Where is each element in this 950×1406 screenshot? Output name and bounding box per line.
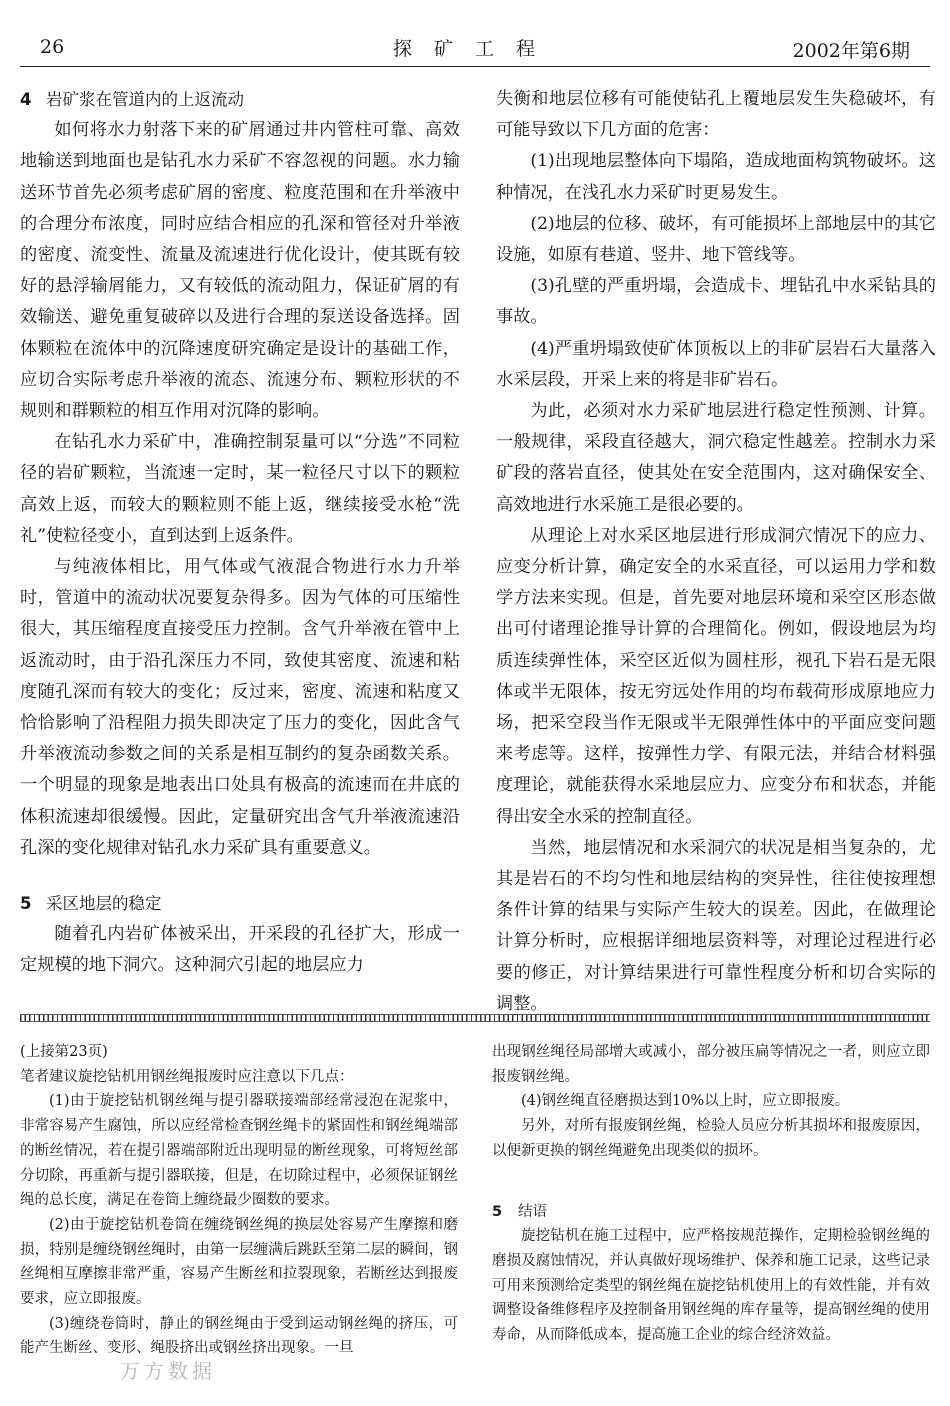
left-column	[20, 84, 460, 982]
list-item: (2)地层的位移、破坏，有可能损坏上部地层中的其它设施，如原有巷道、竖井、地下管线等。	[496, 213, 936, 266]
issue-label: 2002年第6期	[792, 40, 910, 62]
list-item: (3)缠绕卷筒时，静止的钢丝绳由于受到运动钢丝绳的挤压，可能产生断丝、变形、绳股挤出或钢丝挤出现象。一旦	[20, 1315, 458, 1357]
page-number: 26	[40, 36, 65, 58]
list-item: (1)出现地层整体向下塌陷，造成地面构筑物破坏。这种情况，在浅孔水力采矿时更易发生。	[496, 151, 936, 203]
list-item: (1)由于旋挖钻机钢丝绳与提引器联接端部经常浸泡在泥浆中，非常容易产生腐蚀，所以应经常检查钢丝绳卡的紧固性和钢丝绳端部的断丝情况，若在提引器端部附近出现明显的断丝现象，可将短丝部分切除，再重新与提引器联接，但是，在切除过程中，必须保证钢丝绳的总长度，满足在卷筒上缠绕最少圈数的要求。	[20, 1093, 458, 1209]
page-header	[0, 30, 950, 70]
section-number: 5	[492, 1203, 503, 1220]
section-heading	[20, 84, 460, 115]
section-title: 岩矿浆在管道内的上返流动	[46, 90, 244, 109]
continued-note: (上接第23页)	[20, 1044, 108, 1060]
list-item: (4)钢丝绳直径磨损达到10%以上时，应立即报废。	[521, 1093, 850, 1110]
header-rule	[20, 66, 930, 67]
paragraph: 随着孔内岩矿体被采出，开采段的孔径扩大，形成一定规模的地下洞穴。这种洞穴引起的地层应力	[20, 924, 460, 976]
journal-title: 探矿工程	[392, 38, 557, 60]
list-item: (4)严重坍塌致使矿体顶板以上的非矿层岩石大量落入水采层段，开采上来的将是非矿岩石。	[496, 338, 936, 390]
section-divider	[20, 1014, 930, 1022]
paragraph: 旋挖钻机在施工过程中，应严格按规范操作，定期检验钢丝绳的磨损及腐蚀情况，并认真做好现场维护、保养和施工记录，这些记录可用来预测给定类型的钢丝绳在旋挖钻机使用上的有效性能，并有效调整设备维修程序及控制备用钢丝绳的库存量等，提高钢丝绳的使用寿命，从而降低成本，提高施工企业的综合经济效益。	[492, 1228, 930, 1344]
paragraph: 失衡和地层位移有可能使钻孔上覆地层发生失稳破坏，有可能导致以下几方面的危害：	[496, 89, 936, 141]
bottom-right-column	[492, 1040, 930, 1348]
section-heading	[20, 888, 460, 919]
paragraph: 从理论上对水采区地层进行形成洞穴情况下的应力、应变分析计算，确定安全的水采直径，可以运用力学和数学方法来实现。但是，首先要对地层环境和采空区形态做出可付诸理论推导计算的合理简化。例如，假设地层为均质连续弹性体，采空区近似为圆柱形，视孔下岩石是无限体或半无限体，按无穷远处作用的均布载荷形成原地应力场，把采空段当作无限或半无限弹性体中的平面应变问题来考虑等。这样，按弹性力学、有限元法，并结合材料强度理论，就能获得水采地层应力、应变分布和状态，并能得出安全水采的控制直径。	[496, 525, 936, 827]
list-item: (3)孔壁的严重坍塌，会造成卡、埋钻孔中水采钻具的事故。	[496, 276, 936, 328]
section-title: 结语	[518, 1203, 547, 1220]
right-column	[496, 84, 936, 1020]
spacer	[20, 864, 460, 888]
list-item: (2)由于旋挖钻机卷筒在缠绕钢丝绳的换层处容易产生摩擦和磨损，特别是缠绕钢丝绳时，由第一层缠满后跳跃至第二层的瞬间，钢丝绳相互摩擦非常严重，容易产生断丝和拉裂现象，若断丝达到报废要求，应立即报废。	[20, 1216, 458, 1308]
paragraph: 与纯液体相比，用气体或气液混合物进行水力升举时，管道中的流动状况要复杂得多。因为气体的可压缩性很大，其压缩程度直接受压力控制。含气升举液在管中上返流动时，由于沿孔深压力不同，致使其密度、流速和粘度随孔深而有较大的变化；反过来，密度、流速和粘度又恰恰影响了沿程阻力损失即决定了压力的变化，因此含气升举液流动参数之间的关系是相互制约的复杂函数关系。一个明显的现象是地表出口处具有极高的流速而在井底的体积流速却很缓慢。因此，定量研究出含气升举液流速沿孔深的变化规律对钻孔水力采矿具有重要意义。	[20, 557, 460, 858]
paragraph: 笔者建议旋挖钻机用钢丝绳报废时应注意以下几点：	[20, 1068, 354, 1085]
watermark: 万方数据	[120, 1359, 216, 1383]
section-title: 采区地层的稳定	[46, 894, 162, 914]
paragraph: 为此，必须对水力采矿地层进行稳定性预测、计算。一般规律，采段直径越大，洞穴稳定性越差。控制水力采矿段的落岩直径，使其处在安全范围内，这对确保安全、高效地进行水采施工是很必要的。	[496, 401, 936, 515]
section-number: 4	[20, 90, 32, 109]
paragraph: 出现钢丝绳径局部增大或减小，部分被压扁等情况之一者，则应立即报废钢丝绳。	[492, 1044, 930, 1085]
paragraph: 当然，地层情况和水采洞穴的状况是相当复杂的，尤其是岩石的不均匀性和地层结构的突异性，往往使按理想条件计算的结果与实际产生较大的误差。因此，在做理论计算分析时，应根据详细地层资料等，对理论过程进行必要的修正，对计算结果进行可靠性程度分析和切合实际的调整。	[496, 837, 936, 1014]
bottom-left-column	[20, 1040, 458, 1361]
paragraph: 如何将水力射落下来的矿屑通过井内管柱可靠、高效地输送到地面也是钻孔水力采矿不容忽视的问题。水力输送环节首先必须考虑矿屑的密度、粒度范围和在升举液中的合理分布浓度，同时应结合相应的孔深和管径对升举液的密度、流变性、流量及流速进行优化设计，使其既有较好的悬浮输屑能力，又有较低的流动阻力，保证矿屑的有效输送、避免重复破碎以及进行合理的泵送设备选择。固体颗粒在流体中的沉降速度研究确定是设计的基础工作，应切合实际考虑升举液的流态、流速分布、颗粒形状的不规则和群颗粒的相互作用对沉降的影响。	[20, 120, 460, 422]
spacer	[492, 1164, 930, 1200]
paragraph: 另外，对所有报废钢丝绳，检验人员应分析其损坏和报废原因，以便新更换的钢丝绳避免出现类似的损坏。	[492, 1118, 930, 1159]
paragraph: 在钻孔水力采矿中，准确控制泵量可以“分选”不同粒径的岩矿颗粒，当流速一定时，某一粒径尺寸以下的颗粒高效上返，而较大的颗粒则不能上返，继续接受水枪“洗礼”使粒径变小，直到达到上返条件。	[20, 432, 460, 546]
section-number: 5	[20, 894, 32, 914]
section-heading	[492, 1200, 930, 1225]
